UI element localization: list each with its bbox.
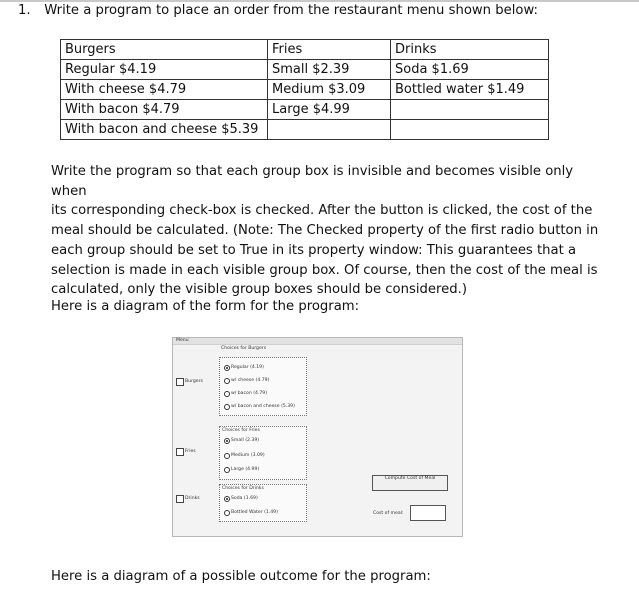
- burgers-group-box: [219, 357, 307, 416]
- menu-label: Menu: [176, 338, 189, 343]
- table-cell: Small $2.39: [268, 60, 391, 80]
- instruction-line: Write the program so that each group box is invisible and becomes visible only when: [51, 164, 574, 199]
- table-cell: With cheese $4.79: [61, 80, 268, 100]
- table-row: [61, 80, 549, 100]
- table-cell: Bottled water $1.49: [391, 80, 549, 100]
- question-heading: [18, 3, 618, 18]
- fries-option-radio[interactable]: [224, 453, 230, 459]
- burgers-group-title: Choices for Burgers: [221, 346, 267, 351]
- question-number: 1.: [18, 3, 31, 18]
- table-cell: Burgers: [61, 40, 268, 60]
- instruction-line: meal should be calculated. (Note: The Checked property of the first radio button in: [51, 223, 599, 239]
- cost-output-box: [410, 505, 446, 521]
- table-row: [61, 100, 549, 120]
- table-cell: Drinks: [391, 40, 549, 60]
- burger-option-label: w/ bacon (4.79): [231, 391, 268, 396]
- table-row: [61, 120, 549, 140]
- drinks-option-radio[interactable]: [224, 510, 230, 516]
- drinks-checkbox[interactable]: [176, 495, 184, 503]
- fries-option-label: Medium (3.09): [231, 453, 265, 458]
- table-cell: Soda $1.69: [391, 60, 549, 80]
- fries-checkbox-label: Fries: [185, 449, 196, 454]
- table-row: [61, 60, 549, 80]
- fries-group-box: [219, 426, 307, 480]
- burger-option-label: Regular (4.19): [231, 365, 264, 370]
- drinks-group-title: Choices for Drinks: [222, 486, 264, 491]
- burger-option-radio[interactable]: [224, 365, 230, 371]
- fries-group-title: Choices for Fries: [222, 428, 260, 433]
- burger-option-radio[interactable]: [224, 391, 230, 397]
- burger-option-label: w/ bacon and cheese (5.39): [231, 404, 295, 409]
- drinks-option-radio[interactable]: [224, 496, 230, 502]
- compute-cost-button[interactable]: Compute Cost of Meal: [372, 475, 448, 491]
- diagram-caption: Here is a diagram of the form for the program:: [51, 299, 360, 314]
- table-cell: Fries: [268, 40, 391, 60]
- table-cell: With bacon and cheese $5.39: [61, 120, 268, 140]
- form-diagram: [172, 337, 463, 537]
- fries-option-radio[interactable]: [224, 467, 230, 473]
- table-cell: Medium $3.09: [268, 80, 391, 100]
- instructions-paragraph: [51, 162, 611, 300]
- cost-of-meal-label: Cost of meal:: [373, 511, 404, 516]
- table-cell: [391, 100, 549, 120]
- table-row: [61, 40, 549, 60]
- fries-option-radio[interactable]: [224, 438, 230, 444]
- burger-option-radio[interactable]: [224, 378, 230, 384]
- burgers-checkbox-label: Burgers: [185, 379, 203, 384]
- table-cell: With bacon $4.79: [61, 100, 268, 120]
- instruction-line: selection is made in each visible group box. Of course, then the cost of the meal is: [51, 262, 598, 278]
- drinks-option-label: Soda (1.69): [231, 496, 258, 501]
- question-prompt: Write a program to place an order from the restaurant menu shown below:: [44, 3, 538, 18]
- table-cell: Regular $4.19: [61, 60, 268, 80]
- instruction-line: each group should be set to True in its property window: This guarantees that a: [51, 242, 577, 258]
- page-top-rule: [0, 0, 639, 2]
- table-cell: [391, 120, 549, 140]
- fries-checkbox[interactable]: [176, 448, 184, 456]
- form-menubar: [173, 338, 462, 345]
- table-cell: [268, 120, 391, 140]
- instruction-line: calculated, only the visible group boxes should be considered.): [51, 282, 467, 298]
- drinks-group-box: [219, 484, 307, 522]
- table-cell: Large $4.99: [268, 100, 391, 120]
- outcome-caption: Here is a diagram of a possible outcome for the program:: [51, 569, 431, 584]
- burger-option-label: w/ cheese (4.79): [231, 378, 270, 383]
- fries-option-label: Large (4.99): [231, 467, 260, 472]
- drinks-checkbox-label: Drinks: [185, 496, 200, 501]
- burger-option-radio[interactable]: [224, 404, 230, 410]
- fries-option-label: Small (2.39): [231, 438, 260, 443]
- menu-table: [60, 39, 549, 140]
- burgers-checkbox[interactable]: [176, 378, 184, 386]
- instruction-line: its corresponding check-box is checked. After the button is clicked, the cost of the: [51, 203, 593, 219]
- drinks-option-label: Bottled Water (1.49): [231, 510, 278, 515]
